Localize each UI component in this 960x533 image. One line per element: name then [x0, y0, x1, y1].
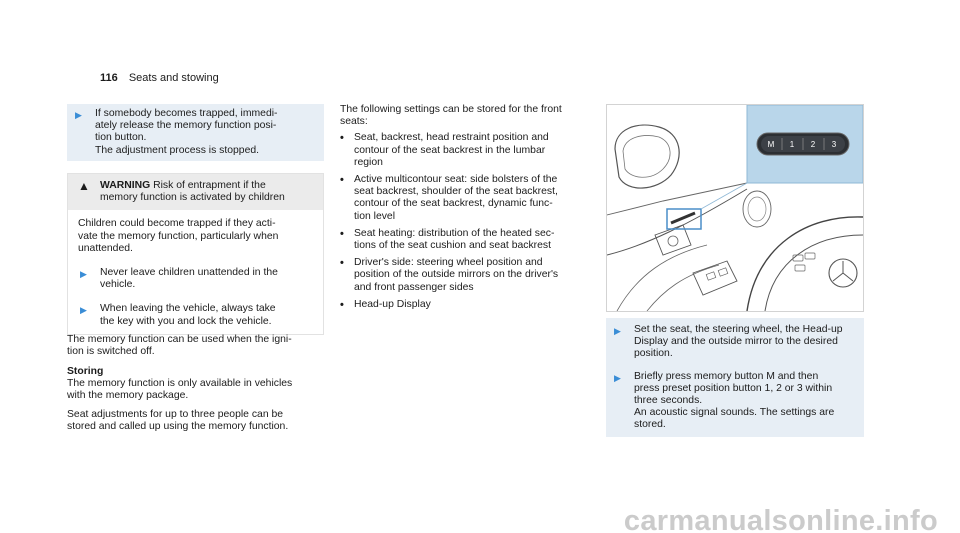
storing-section [67, 366, 329, 433]
text-line: Active multicontour seat: side bolsters of the [354, 174, 558, 186]
text-line: unattended. [78, 242, 133, 254]
text-line: seat backrest, shoulder of the seat backrest, [354, 186, 558, 198]
door-panel-illustration [606, 104, 864, 312]
text-line: contour of the seat backrest in the lumbar [354, 144, 546, 156]
page-number: 116 [100, 72, 118, 84]
text-line: stored and called up using the memory function. [67, 420, 289, 432]
step-arrow-icon: ▶ [614, 372, 621, 383]
text-line: position of the outside mirrors on the driver's [354, 269, 559, 281]
warning-header [68, 174, 323, 210]
list-item [340, 257, 598, 294]
text-line: seats: [340, 116, 368, 128]
memory-button-m: M [767, 140, 775, 149]
text-line: Seat adjustments for up to three people can be [67, 408, 284, 420]
text-line: Children could become trapped if they acti- [78, 218, 276, 230]
list-item [340, 174, 598, 223]
text-line: Set the seat, the steering wheel, the Head-up [634, 324, 843, 335]
text-line: Driver's side: steering wheel position and [354, 257, 543, 269]
memory-button-1: 1 [789, 140, 795, 149]
text-line: When leaving the vehicle, always take [100, 303, 276, 315]
settings-section [340, 104, 598, 316]
text-line: tion level [354, 210, 396, 222]
bullet-icon: • [340, 132, 344, 145]
text-line: Seat heating: distribution of the heated sec- [354, 227, 555, 239]
step-arrow-icon: ▶ [80, 269, 87, 280]
text-line: and front passenger sides [354, 281, 474, 293]
watermark: carmanualsonline.info [623, 504, 938, 533]
bullet-icon: • [340, 298, 344, 311]
list-item [340, 132, 598, 169]
settings-list [340, 132, 598, 311]
warning-step [78, 267, 315, 291]
text-line: Display and the outside mirror to the desired [634, 336, 838, 348]
list-item [340, 228, 598, 252]
text-line: If somebody becomes trapped, immedi- [95, 108, 278, 119]
warning-body [68, 210, 323, 333]
trapped-step-box [67, 104, 324, 161]
text-line: An acoustic signal sounds. The settings are [634, 407, 835, 419]
warning-headline-line [100, 180, 285, 192]
step-arrow-icon: ▶ [614, 326, 621, 336]
text-line: Seat, backrest, head restraint position and [354, 132, 549, 144]
warning-headline-line: memory function is activated by children [100, 192, 285, 204]
text-line: Never leave children unattended in the [100, 267, 278, 279]
warning-step [78, 303, 315, 327]
text-line: stored. [634, 419, 666, 431]
warning-box [67, 173, 324, 335]
text-line: tion button. [95, 132, 147, 144]
instruction-step [612, 324, 858, 361]
text-line: press preset position button 1, 2 or 3 within [634, 382, 833, 394]
section-title: Seats and stowing [128, 72, 219, 84]
warning-triangle-icon: ▲ [78, 179, 90, 193]
bullet-icon: • [340, 257, 344, 270]
text-line: with the memory package. [67, 390, 189, 402]
text-line: contour of the seat backrest, dynamic func- [354, 198, 553, 210]
text-line: vehicle. [100, 279, 136, 291]
text-line: The memory function is only available in vehicles [67, 378, 293, 390]
door-panel-drawing [607, 105, 863, 311]
text-line: The following settings can be stored for the front [340, 104, 562, 115]
text-line: tion is switched off. [67, 346, 155, 358]
text-line: ately release the memory function posi- [95, 120, 277, 132]
memory-button-2: 2 [810, 140, 816, 149]
text-line: Briefly press memory button M and then [634, 370, 819, 382]
step-arrow-icon: ▶ [75, 110, 82, 120]
list-item [340, 299, 598, 311]
text-line: three seconds. [634, 395, 703, 407]
instruction-step [73, 108, 318, 157]
text-line: position. [634, 348, 673, 360]
instruction-step [612, 371, 858, 432]
text-line: vate the memory function, particularly when [78, 230, 279, 242]
text-line: region [354, 156, 383, 168]
memory-button-3: 3 [831, 140, 837, 149]
text-line: Head-up Display [354, 298, 431, 310]
memory-paragraph [67, 334, 329, 358]
warning-title: WARNING [100, 180, 151, 191]
text-line: tions of the seat cushion and seat backrest [354, 240, 551, 252]
text-line: The adjustment process is stopped. [95, 144, 260, 156]
page-header [100, 72, 219, 84]
storing-heading: Storing [67, 366, 104, 377]
text-line: Risk of entrapment if the [153, 180, 266, 191]
step-arrow-icon: ▶ [80, 305, 87, 316]
text-line: The memory function can be used when the igni- [67, 334, 292, 345]
bullet-icon: • [340, 227, 344, 240]
memory-steps-box [606, 318, 864, 437]
text-line: the key with you and lock the vehicle. [100, 315, 272, 327]
bullet-icon: • [340, 174, 344, 187]
